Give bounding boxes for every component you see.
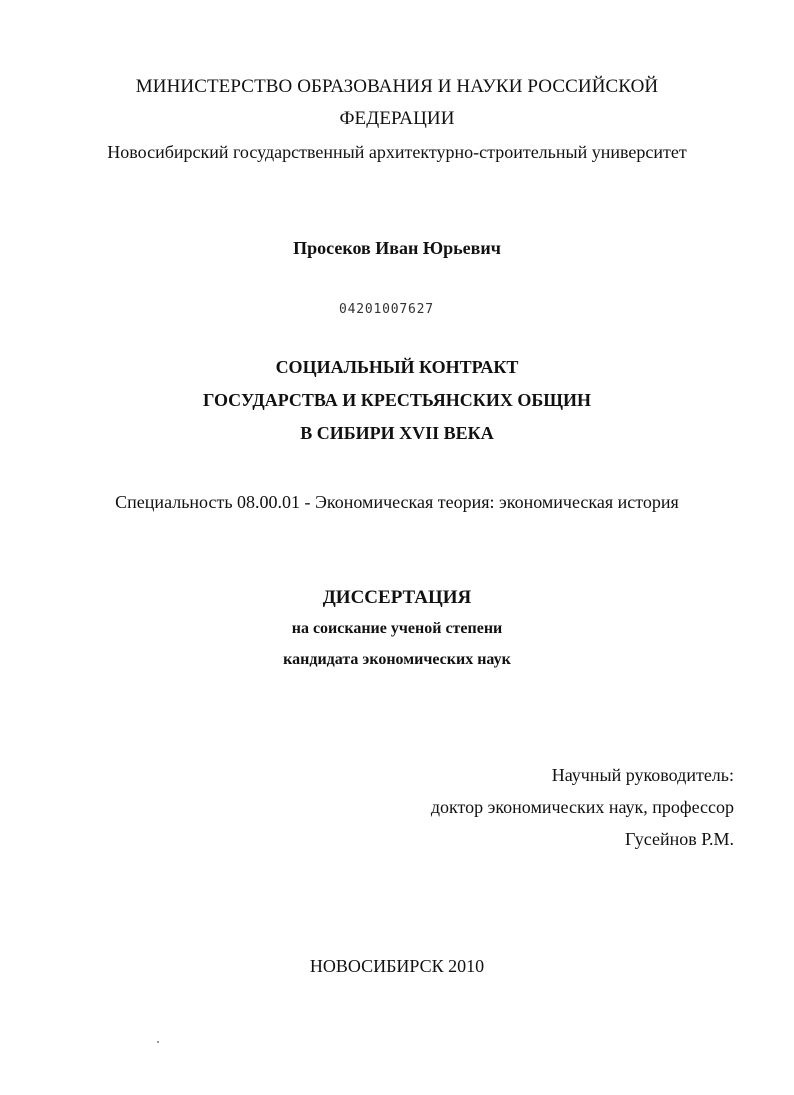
degree-line-2: кандидата экономических наук bbox=[283, 651, 511, 668]
supervisor-degree: доктор экономических наук, профессор bbox=[430, 797, 734, 817]
university-name: Новосибирский государственный архитектурно-строительный университет bbox=[107, 142, 687, 162]
specialty: Специальность 08.00.01 - Экономическая теория: экономическая история bbox=[115, 492, 679, 512]
title-line-3: В СИБИРИ XVII ВЕКА bbox=[300, 423, 494, 443]
degree-line-1: на соискание ученой степени bbox=[291, 620, 503, 637]
supervisor-name: Гусейнов Р.М. bbox=[625, 829, 734, 849]
dissertation-heading: ДИССЕРТАЦИЯ bbox=[322, 587, 472, 608]
title-line-2: ГОСУДАРСТВА И КРЕСТЬЯНСКИХ ОБЩИН bbox=[202, 390, 592, 410]
ministry-line-1: МИНИСТЕРСТВО ОБРАЗОВАНИЯ И НАУКИ РОССИЙСКОЙ bbox=[135, 76, 659, 97]
city-year: НОВОСИБИРСК 2010 bbox=[309, 956, 485, 976]
scan-speck bbox=[157, 1041, 159, 1043]
ministry-line-2: ФЕДЕРАЦИИ bbox=[339, 108, 455, 129]
supervisor-label: Научный руководитель: bbox=[551, 765, 734, 785]
catalog-code: 04201007627 bbox=[339, 302, 434, 317]
author-name: Просеков Иван Юрьевич bbox=[293, 238, 501, 258]
title-line-1: СОЦИАЛЬНЫЙ КОНТРАКТ bbox=[275, 357, 519, 377]
